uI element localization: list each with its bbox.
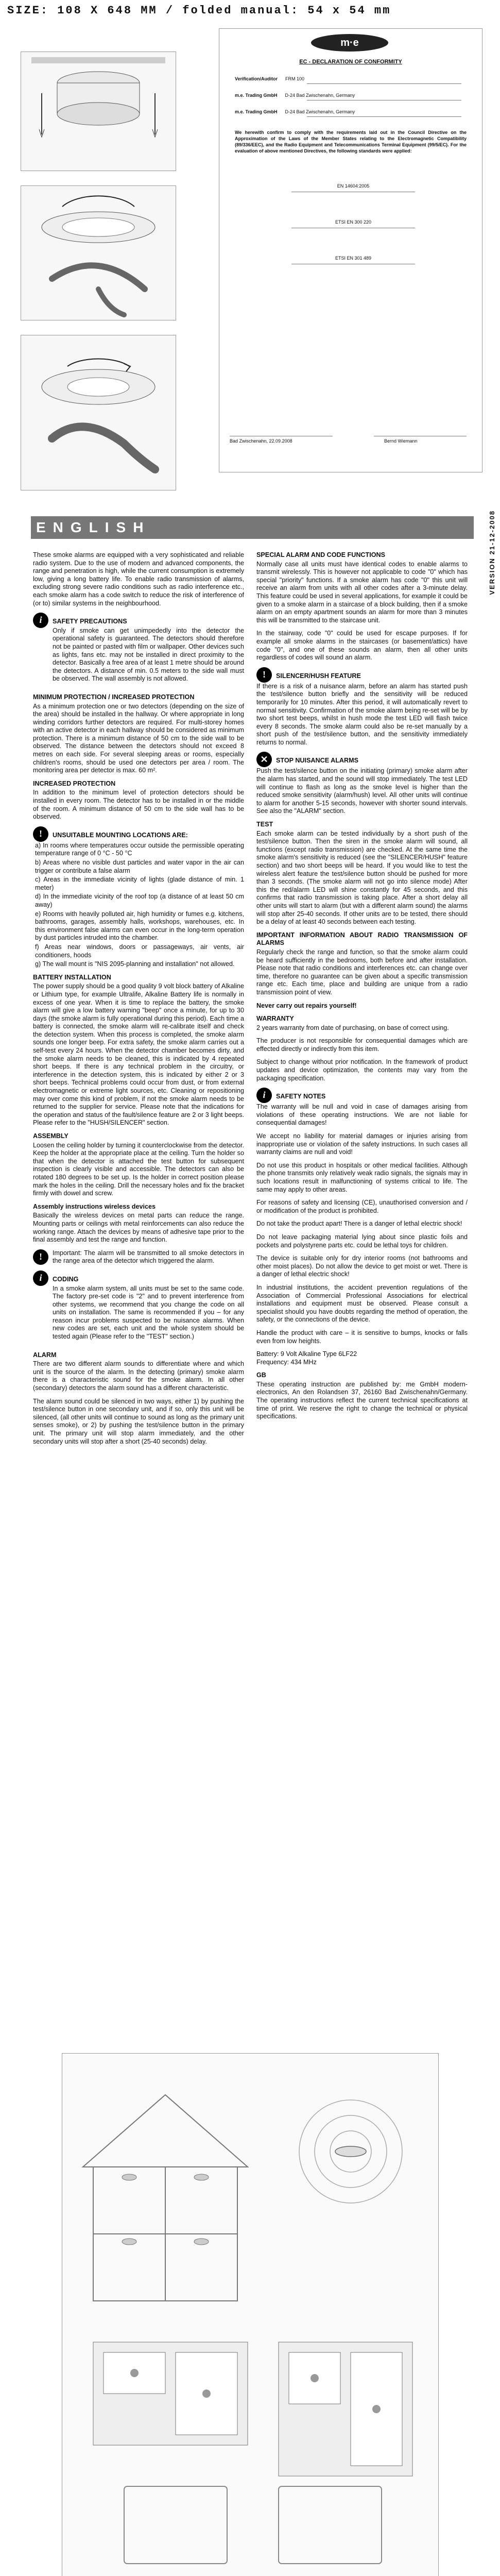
battery-text: The power supply should be a good quality 9 volt block battery of Alkaline or Lithium type, for example Ultralife, Alkaline Battery life is normally in excess of one year. When it is time to replace the battery, the smoke alarm will give a low battery warning "beep" once a minute, for up to 30 days (the smoke alarm is fully operational during this period). Each time a battery is connected, the smoke alarm will re-calibrate itself and check the detection system. When this process is completed, the smoke alarm sounds one longer beep. For extra safety, the smoke alarm carries out a self-test every 24 hours. When the detector chamber becomes dirty, and the smoke alarm needs to be cleaned, this is indicated by 4 repeated short beeps. If there is any technical problem in the circuitry, or interference in the detection system, this is indicated by either 2 or 3 short beeps. Technical problems could occur from dust, or from external electromagnetic or extreme light sources, etc. Cleaning or repositioning may over come this kind of problem, if not the smoke alarm needs to be returned to the supplier for service. Please note that the indications for the operation and status of the fault/silence feature are 2 or 3 light beeps. Please refer to the "HUSH/SILENCER" section.: [33, 982, 244, 1127]
stop-title: STOP NUISANCE ALARMS: [276, 757, 359, 765]
cert-row: Verification/Auditor FRM 100: [235, 76, 305, 81]
note-item: Do not take the product apart! There is a danger of lethal electric shock!: [256, 1220, 462, 1228]
safety-note: [33, 613, 244, 688]
warranty-text-2: The producer is not responsible for consequential damages which are effected directly or indirectly from this item.: [256, 1037, 468, 1053]
wireless-title: Assembly instructions wireless devices: [33, 1202, 156, 1210]
warranty-title: WARRANTY: [256, 1015, 294, 1023]
hand-twist-icon: [21, 335, 176, 490]
right-column: [256, 546, 468, 1426]
stop-note: [256, 752, 468, 767]
frequency-spec: Frequency: 434 MHz: [256, 1358, 317, 1366]
important-note: [33, 1249, 244, 1270]
assembly-title: ASSEMBLY: [33, 1132, 68, 1140]
note-item: We accept no liability for material damages or injuries arising from inappropriate use or violation of the safety instructions. In such cases all warranty claims are null and void!: [256, 1132, 468, 1156]
alarm-text-2: The alarm sound could be silenced in two ways, either 1) by pushing the test/silence button in one secondary unit, and if so, only this unit will be silenced, (all other units will continue to sound as long as the primary unit senses smoke), or 2) by pushing the test/silence button in the primary unit. The primary unit will stop alarm immediately, and the other secondary units will stop after a short (25-40 seconds) delay.: [33, 1397, 244, 1445]
gb-text: These operating instruction are published by: me GmbH modern-electronics, An den Rolandsen 37, 26160 Bad Zwischenahn/Germany. The operating instructions reflect the current technical specifications at time of print. We reserve the right to change the technical or physical specifications.: [256, 1380, 468, 1420]
list-item: g) The wall mount is "NIS 2095-planning and installation" not allowed.: [35, 960, 235, 968]
special-text: Normally case all units must have identical codes to enable alarms to transmit wirelessly. This is however not applicable to code "0" which has special "priority" functions. If a smoke alarm has code "0" this unit will receive an alarm from units with all other codes after a 3-minute delay. This feature could be used in several applications, for example it could be given to a smoke alarm in a staircase of a block building, then if a smoke alarm on an empty apartment sounds an alarm for more than 3 minutes this will be transmitted to the staircase unit.: [256, 560, 468, 624]
list-item: a) In rooms where temperatures occur outside the permissible operating temperature range of 0 °C - 50 °C: [35, 841, 244, 857]
important-text: Important: The alarm will be transmitted to all smoke detectors in the range area of the detector which triggered the alarm.: [53, 1249, 244, 1265]
warning-icon: !: [33, 1249, 48, 1265]
inc-title: INCREASED PROTECTION: [33, 779, 116, 787]
version-label: VERSION 21-12-2008: [488, 510, 496, 595]
wireless-text: Basically the wireless devices on metal parts can reduce the range. Mounting parts or ceilings with metal reinforcements can also reduce the working range. Attach the devices by means of adhesive tape prior to the final assembly and test the range and function.: [33, 1212, 244, 1244]
note-item: In industrial institutions, the accident prevention regulations of the Association of Commercial Professional Associations for electrical installations and equipment must be observed. Please consult a specialist should you have doubts regarding the method of operation, the safety, or the connections of the device.: [256, 1283, 468, 1324]
note-item: Handle the product with care – it is sensitive to bumps, knocks or falls even from low heights.: [256, 1329, 468, 1345]
info-icon: i: [33, 613, 48, 628]
battery-spec: Battery: 9 Volt Alkaline Type 6LF22: [256, 1350, 357, 1358]
rotate-detector-icon: [21, 186, 176, 320]
coding-note: [33, 1270, 244, 1346]
size-header: SIZE: 108 X 648 MM / folded manual: 54 x 54 mm: [7, 4, 391, 17]
alarm-text: There are two different alarm sounds to differentiate where and which unit is the source of the alarm. In the detecting (primary) smoke alarm there is a characteristic sound for the smoke alarm. In all other (secondary) detectors the alarm sound has a different characteristic.: [33, 1360, 244, 1392]
mount-illustration-1: [21, 52, 176, 171]
mount-illustration-2: [21, 185, 176, 320]
list-item: f) Areas near windows, doors or passageways, air vents, air conditioners, hoods: [35, 943, 244, 959]
ec-declaration-certificate: [219, 28, 482, 472]
safety-title: SAFETY PRECAUTIONS: [53, 618, 127, 625]
battery-title: BATTERY INSTALLATION: [33, 973, 111, 981]
unsuitable-title: UNSUITABLE MOUNTING LOCATIONS ARE:: [53, 831, 188, 839]
note-item: Do not leave packaging material lying about since plastic foils and pockets and polystyrene parts etc. could be lethal toys for children.: [256, 1233, 468, 1249]
warning-icon: !: [33, 826, 48, 842]
warning-icon: !: [256, 667, 272, 683]
cert-row: m.e. Trading GmbH D-24 Bad Zwischenahn, Germany: [235, 93, 355, 98]
note-item: For reasons of safety and licensing (CE), unauthorised conversion and / or modification of the product is prohibited.: [256, 1199, 468, 1214]
brand-logo: m·e: [311, 34, 388, 52]
list-item: d) In the immediate vicinity of the roof top (a distance of at least 50 cm away): [35, 893, 244, 908]
installation-diagram: [62, 2053, 439, 2576]
divider: [307, 116, 461, 117]
divider: [307, 83, 461, 84]
radio-text: Regularly check the range and function, so that the smoke alarm could be heard sufficiently in the bedrooms, both before and after installation. Please note that radio conditions and interferences etc. can change over time, therefore no guarantee can be given about a specific transmission range etc. Each time, place and building are unique from a radio transmission point of view.: [256, 948, 468, 996]
never-repair-text: Never carry out repairs yourself!: [256, 1002, 357, 1009]
certificate-title: EC - DECLARATION OF CONFORMITY: [299, 59, 402, 65]
note-item: Do not use this product in hospitals or other medical facilities. Although the phone transmits only relatively weak radio signals, the signals may in such locations result in malfunctioning of systems critical to life. The same may apply to other areas.: [256, 1161, 468, 1193]
silencer-text: If there is a risk of a nuisance alarm, before an alarm has started push the test/silence button briefly and the sensitivity will be reduced temporarily for 10 minutes. After this period, it will automatically revert to normal sensitivity. Confirmation of the smoke alarm being re-set will be by two short test beeps, whilst in hush mode the test LED will flash twice every 8 seconds. The smoke alarm could also be re-set manually by a short push of the test/silence button, and the sensitivity immediately returns to normal.: [256, 682, 468, 746]
intro-text: These smoke alarms are equipped with a very sophisticated and reliable radio system. Due to the use of modern and advanced components, the range and penetration is high, while the current consumption is extremely low, giving a long battery life. To enable radio transmission of alarms, excluding strong severe radio conditions such as radio interference etc., each smoke alarm has a code switch to reduce the risk of interference of (or to) similar systems in the neighbourhood.: [33, 551, 244, 607]
silencer-note: [256, 667, 468, 683]
safety-text: Only if smoke can get unimpededly into the detector the operational safety is guaranteed. The detectors should therefore not be painted or pasted with film or wallpaper. Other devices such as lights, fans etc. may not be installed in direct proximity to the detector. Basically a free area of at least 1 metre should be around the detectors. A distance of min. 0.5 meters to the side wall must be observed. The wall assembly is not allowed.: [53, 626, 244, 683]
min-text: As a minimum protection one or two detectors (depending on the size of the area) should be installed in the hallway. Or where appropriate in long winding corridors further detectors are required. For multi-storey homes with an active detector in each hallway should be considered as minimum protection. There is a minimum distance of 50 cm to the side wall to be observed. The distance between the detectors should not exceed 8 metres on each side. For several sleeping areas or rooms, especially children's rooms, should be used one detectors per area / room. The monitoring area per detector is max. 60 m².: [33, 702, 244, 774]
gb-title: GB: [256, 1371, 266, 1379]
silencer-title: SILENCER/HUSH FEATURE: [276, 672, 361, 680]
alarm-title: ALARM: [33, 1351, 57, 1359]
standard: ETSI EN 301 489: [335, 256, 372, 261]
warranty-text: 2 years warranty from date of purchasing, on base of correct using.: [256, 1024, 449, 1031]
note-item: The warranty will be null and void in case of damages arising from violations of these operating instructions. We are not liable for consequential damages!: [256, 1103, 468, 1127]
min-title: MINIMUM PROTECTION / INCREASED PROTECTION: [33, 693, 195, 701]
special-text-2: In the stairway, code "0" could be used for escape purposes. If for example all smoke alarms in the staircases (or basement/attics) have code "0", and one of these sounds an alarm, then all other units regardless of codes will sound an alarm.: [256, 630, 468, 662]
unsuitable-list: [33, 842, 244, 969]
warranty-text-3: Subject to change without prior notification. In the framework of product updates and device optimization, the contents may vary from the packaging specification.: [256, 1058, 468, 1082]
assembly-text: Loosen the ceiling holder by turning it counterclockwise from the detector. Keep the holder at the appropriate place at the ceiling. Turn the holder so that when the detector is attached the test button for subsequent inspection is clearly visible and accessible. The detectors can also be rotated 180 degrees to be set up. Is the holder in correct position please mark the holes in the ceiling. Drill the necessary holes and fix the bracket firmly with dowel and screw.: [33, 1141, 244, 1197]
list-item: b) Areas where no visible dust particles and water vapor in the air can trigger or contribute a false alarm: [35, 859, 244, 874]
notes-title: SAFETY NOTES: [276, 1093, 326, 1100]
language-banner: [31, 516, 474, 539]
banner-title: ENGLISH: [36, 519, 151, 535]
inc-text: In addition to the minimum level of protection detectors should be installed in every room. The detector has to be installed in or the middle of the room. A minimum distance of 50 cm to the side wall has to be observed.: [33, 789, 244, 821]
info-icon: i: [256, 1088, 272, 1103]
mount-illustration-3: [21, 335, 176, 490]
special-title: SPECIAL ALARM AND CODE FUNCTIONS: [256, 551, 386, 558]
coding-text: In a smoke alarm system, all units must be set to the same code. The factory pre-set code is "2" and to prevent interference from other systems, we recommend that you change the code on all units on installation. The same is recommended if you – for any reason incur problems suspected to be nuisance alarms. When new codes are set, each unit and the whole system should be tested again (Please refer to the "TEST" section.): [53, 1284, 244, 1341]
cert-date: Bad Zwischenahn, 22.09.2008: [230, 438, 292, 444]
list-item: e) Rooms with heavily polluted air, high humidity or fumes e.g. kitchens, bathrooms, garages, assembly halls, workshops, warehouses, etc. In this environment false alarms can even occur in the long-term operation by dust particles intruded into the chamber.: [35, 910, 244, 942]
info-icon: i: [33, 1270, 48, 1286]
cert-signatory: Bernd Wiemann: [384, 438, 418, 444]
house-diagram-icon: [62, 2054, 438, 2576]
stop-icon: ✕: [256, 752, 272, 767]
radio-title: IMPORTANT INFORMATION ABOUT RADIO TRANSMISSION OF ALARMS: [256, 931, 468, 947]
coding-title: CODING: [53, 1275, 79, 1283]
standard: ETSI EN 300 220: [335, 219, 372, 225]
list-item: c) Areas in the immediate vicinity of lights (glade distance of min. 1 meter): [35, 876, 244, 891]
cert-row: m.e. Trading GmbH D-24 Bad Zwischenahn, Germany: [235, 109, 355, 114]
ceiling-mount-icon: [21, 52, 176, 171]
unsuitable-note: [33, 826, 244, 842]
left-column: [33, 551, 244, 1451]
standard: EN 14604:2005: [337, 183, 370, 189]
header-strip: [0, 0, 500, 22]
stop-text: Push the test/silence button on the initiating (primary) smoke alarm after the alarm has started, and the sound will stop immediately. The test LED will continue to flash as long as the smoke level is higher than the reduced smoke sensitivity (alarm/hush) level. All other units will continue to alarm for another 5-15 seconds, however with shorter sound intervals. See also the "ALARM" section.: [256, 767, 468, 815]
cert-body: We herewith confirm to comply with the requirements laid out in the Council Directive on the Approximation of the Laws of the Member States relating to the Electromagnetic Compatibility (89/336/EEC), and the Radio Equipment and Telecommunications Terminal Equipment (99/5/EC). For the evaluation of above mentioned Directives, the following standards were applied:: [235, 130, 467, 154]
safety-notes: [256, 1088, 468, 1103]
note-item: The device is suitable only for dry interior rooms (not bathrooms and other moist places). Do not allow the device to get moist or wet. There is a danger of lethal electric shock!: [256, 1255, 468, 1278]
test-text: Each smoke alarm can be tested individually by a short push of the test/silence button. Then the siren in the smoke alarm will sound, all functions (except radio transmission) are checked. At the same time the smoke alarm's sensitivity is reduced (see the "SILENCER/HUSH" feature section) and two short beeps will be heard. If you would like to test the wireless alert feature the test/silence button should be pushed for more than 3 seconds. (The smoke alarm will not go into silence mode) After this the red/alarm LED will shine constantly for 45 seconds, and this confirms that radio transmission is taking place. After a short delay all other units will start to alarm (but with a different alarm sound) the alarms will stop after 25-40 seconds. If other units are to be tested, there should be a delay of at least 40 seconds between each testing.: [256, 829, 468, 926]
test-title: TEST: [256, 821, 273, 828]
